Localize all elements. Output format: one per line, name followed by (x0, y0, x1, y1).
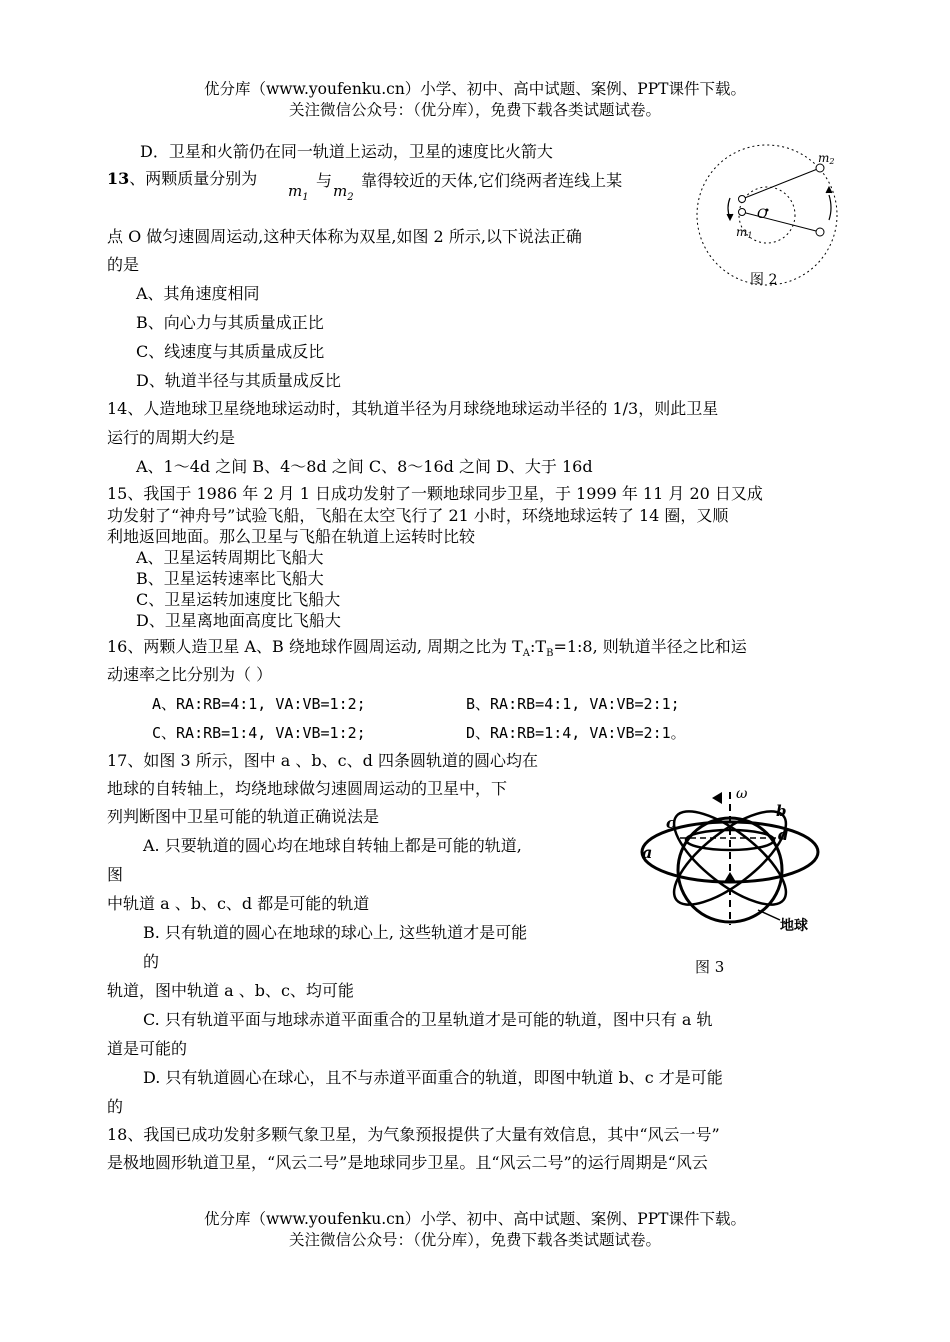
q17-option-d-line-1: D. 只有轨道圆心在球心，且不与赤道平面重合的轨道，即图中轨道 b、c 才是可能 (143, 1068, 723, 1087)
q16-option-d: D、RA:RB=1:4, VA:VB=2:1。 (466, 724, 686, 742)
q15-option-c: C、卫星运转加速度比飞船大 (136, 590, 341, 609)
q13-stem-a: 、两颗质量分别为 (129, 169, 258, 188)
q18-stem-line-2: 是极地圆形轨道卫星，“风云二号”是地球同步卫星。且“风云二号”的运行周期是“风云 (107, 1153, 708, 1172)
q17-option-b-line-3: 轨道，图中轨道 a 、b、c、均可能 (107, 981, 354, 1000)
q14-stem-line-1: 14、人造地球卫星绕地球运动时，其轨道半径为月球绕地球运动半径的 1/3，则此卫星 (107, 399, 719, 418)
q17-option-d-line-2: 的 (107, 1097, 124, 1116)
q13-option-c: C、线速度与其质量成反比 (136, 342, 325, 361)
fig3-label-a: a (642, 843, 653, 862)
header-line-2: 关注微信公众号：（优分库），免费下载各类试题试卷。 (288, 101, 661, 119)
q13-stem-b: 与 (316, 171, 333, 190)
q17-stem-line-2: 地球的自转轴上，均绕地球做匀速圆周运动的卫星中，下 (107, 779, 508, 798)
q13-stem-line-3: 的是 (107, 255, 140, 274)
q17-option-a-line-1: A. 只要轨道的圆心均在地球自转轴上都是可能的轨道, (143, 836, 522, 855)
q13-stem-line-2: 点 O 做匀速圆周运动,这种天体称为双星,如图 2 所示,以下说法正确 (107, 227, 582, 246)
fig3-earth-pointer (758, 910, 780, 920)
fig2-arrow-outer (829, 195, 831, 220)
q12-option-d: D．卫星和火箭仍在同一轨道上运动，卫星的速度比火箭大 (140, 142, 553, 161)
q16-stem-line-2: 动速率之比分别为（ ） (107, 665, 273, 684)
q13-m1-symbol: $m_1$ (288, 182, 309, 203)
q16-option-b: B、RA:RB=4:1, VA:VB=2:1; (466, 695, 680, 713)
fig3-label-d: d (778, 826, 789, 844)
fig2-arrow-inner-head (727, 214, 733, 220)
q15-stem-line-2: 功发射了“神舟号”试验飞船，飞船在太空飞行了 21 小时，环绕地球运转了 14 圈，又顺 (107, 506, 729, 525)
q13-m2-symbol: $m_2$ (333, 182, 354, 203)
fig3-axis-arrow (724, 872, 736, 882)
q17-option-b-line-1: B. 只有轨道的圆心在地球的球心上, 这些轨道才是可能 (143, 923, 528, 942)
q13-option-a: A、其角速度相同 (136, 284, 260, 303)
fig3-label-earth: 地球 (780, 918, 808, 934)
fig2-line-lower (742, 212, 820, 232)
q13-option-d: D、轨道半径与其质量成反比 (136, 371, 341, 390)
fig2-caption: 图 2 (750, 272, 778, 288)
footer-line-1: 优分库（www.youfenku.cn）小学、初中、高中试题、案例、PPT课件下载。 (203, 1210, 747, 1228)
q15-option-a: A、卫星运转周期比飞船大 (136, 548, 324, 567)
fig2-line-upper (742, 168, 820, 199)
fig2-star-m1-b (739, 209, 746, 216)
fig2-label-m1: m1 (736, 225, 753, 240)
fig3-rotation-arrow (712, 792, 722, 804)
q17-stem-line-3: 列判断图中卫星可能的轨道正确说法是 (107, 807, 380, 826)
q13-option-b: B、向心力与其质量成正比 (136, 313, 324, 332)
q14-stem-line-2: 运行的周期大约是 (107, 428, 236, 447)
q13-stem-c: 靠得较近的天体,它们绕两者连线上某 (361, 171, 623, 190)
fig3-label-b: b (776, 802, 787, 820)
q15-option-d: D、卫星离地面高度比飞船大 (136, 611, 341, 630)
fig2-label-m2: m2 (818, 151, 835, 166)
fig2-star-m2-b (816, 228, 824, 236)
fig3-caption: 图 3 (695, 958, 725, 976)
q17-option-c-line-2: 道是可能的 (107, 1039, 188, 1058)
q13-stem-line-1 (107, 168, 257, 190)
fig3-label-omega: ω (736, 786, 748, 802)
q17-option-a-line-3: 中轨道 a 、b、c、d 都是可能的轨道 (107, 894, 370, 913)
q16-option-a: A、RA:RB=4:1, VA:VB=1:2; (152, 695, 366, 713)
q13-number: 13 (107, 169, 130, 188)
q14-options: A、1～4d 之间 B、4～8d 之间 C、8～16d 之间 D、大于 16d (136, 457, 593, 476)
q17-option-b-line-2: 的 (143, 952, 160, 971)
fig3-label-c: c (666, 814, 676, 832)
q17-stem-line-1: 17、如图 3 所示，图中 a 、b、c、d 四条圆轨道的圆心均在 (107, 751, 538, 770)
figure-2-binary-star (690, 140, 860, 290)
q16-stem-line-1: 16、两颗人造卫星 A、B 绕地球作圆周运动, 周期之比为 $T_A:T_B=1:8$, 则轨道半径之比和运 (107, 637, 747, 660)
header-line-1: 优分库（www.youfenku.cn）小学、初中、高中试题、案例、PPT课件下载。 (203, 80, 747, 98)
q17-option-a-line-2: 图 (107, 865, 124, 884)
fig2-star-m1-a (739, 196, 746, 203)
q17-option-c-line-1: C. 只有轨道平面与地球赤道平面重合的卫星轨道才是可能的轨道，图中只有 a 轨 (143, 1010, 713, 1029)
footer-line-2: 关注微信公众号：（优分库），免费下载各类试题试卷。 (288, 1231, 661, 1249)
fig2-star-m2-a (816, 164, 824, 172)
q15-stem-line-1: 15、我国于 1986 年 2 月 1 日成功发射了一颗地球同步卫星，于 1999 年 11 月 20 日又成 (107, 484, 763, 503)
q18-stem-line-1: 18、我国已成功发射多颗气象卫星，为气象预报提供了大量有效信息，其中“风云一号” (107, 1125, 720, 1144)
q15-option-b: B、卫星运转速率比飞船大 (136, 569, 324, 588)
figure-3-earth-orbits (640, 780, 830, 940)
q15-stem-line-3: 利地返回地面。那么卫星与飞船在轨道上运转时比较 (107, 527, 476, 546)
fig2-label-o: O (757, 207, 768, 222)
q16-option-c: C、RA:RB=1:4, VA:VB=1:2; (152, 724, 366, 742)
